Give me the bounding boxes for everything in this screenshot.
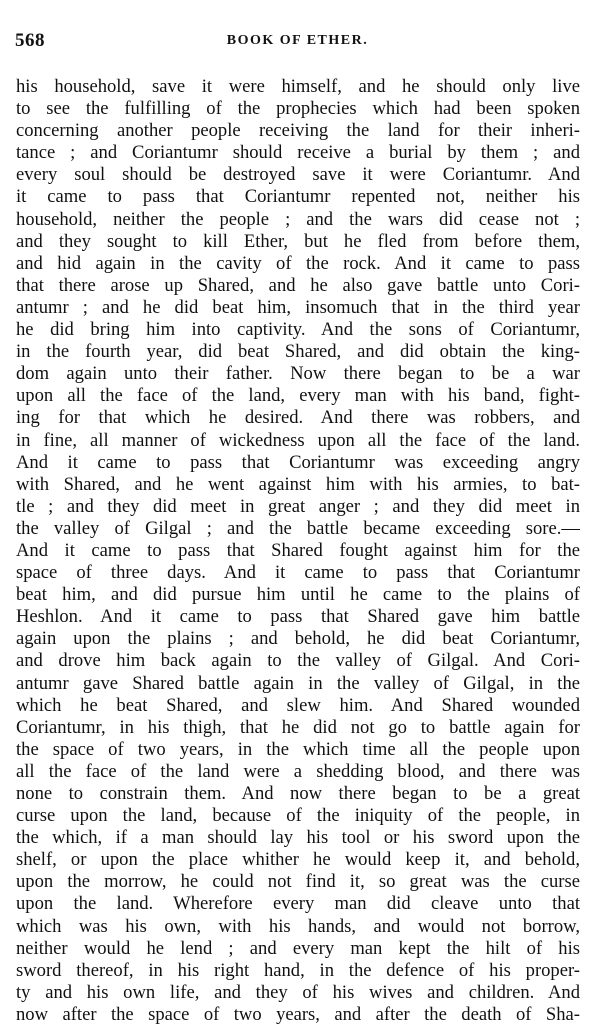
text-line: the which, if a man should lay his tool or his sword upon the xyxy=(16,827,580,849)
text-line: and drove him back again to the valley of Gilgal. And Cori- xyxy=(16,650,580,672)
text-line: ty and his own life, and they of his wives and children. And xyxy=(16,981,580,1003)
text-line: none to constrain them. And now there began to be a great xyxy=(16,783,580,804)
text-line: curse upon the land, because of the iniquity of the people, in xyxy=(16,805,580,827)
text-line: and they sought to kill Ether, but he fled from before them, xyxy=(16,230,580,252)
text-line: household, neither the people ; and the wars did cease not ; xyxy=(16,208,580,230)
text-line: Heshlon. And it came to pass that Shared gave him battle xyxy=(16,606,580,628)
text-line: And it came to pass that Shared fought against him for the xyxy=(16,539,580,561)
text-line: sword thereof, in his right hand, in the defence of his proper- xyxy=(16,959,580,981)
text-line: antumr gave Shared battle again in the valley of Gilgal, in the xyxy=(16,672,580,694)
text-line: the space of two years, in the which time all the people upon xyxy=(16,738,580,760)
text-line: in the fourth year, did beat Shared, and did obtain the king- xyxy=(16,341,580,363)
body-text xyxy=(16,76,580,1026)
text-line: Coriantumr, in his thigh, that he did not go to battle again for xyxy=(16,716,580,738)
text-line: that there arose up Shared, and he also gave battle unto Cori- xyxy=(16,274,580,296)
text-line: now after the space of two years, and after the death of Sha- xyxy=(16,1003,580,1025)
text-line: with Shared, and he went against him with his armies, to bat- xyxy=(16,473,580,495)
text-line: dom again unto their father. Now there began to be a war xyxy=(16,363,580,385)
text-line: which was his own, with his hands, and would not borrow, xyxy=(16,915,580,937)
text-line: the valley of Gilgal ; and the battle became exceeding sore.— xyxy=(16,517,580,539)
text-line: shelf, or upon the place whither he would keep it, and behold, xyxy=(16,849,580,871)
text-line: upon the land. Wherefore every man did cleave unto that xyxy=(16,893,580,915)
text-line: beat him, and did pursue him until he came to the plains of xyxy=(16,584,580,606)
text-line: concerning another people receiving the land for their inheri- xyxy=(16,120,580,142)
text-line: and hid again in the cavity of the rock. And it came to pass xyxy=(16,252,580,274)
text-line: antumr ; and he did beat him, insomuch that in the third year xyxy=(16,296,580,318)
text-line: upon the morrow, he could not find it, so great was the curse xyxy=(16,871,580,893)
page-number: 568 xyxy=(15,30,45,51)
text-line: again upon the plains ; and behold, he did beat Coriantumr, xyxy=(16,628,580,650)
text-line: he did bring him into captivity. And the sons of Coriantumr, xyxy=(16,319,580,341)
text-line: neither would he lend ; and every man kept the hilt of his xyxy=(16,937,580,959)
text-line: every soul should be destroyed save it were Coriantumr. And xyxy=(16,164,580,186)
text-line: ing for that which he desired. And there was robbers, and xyxy=(16,407,580,429)
text-line: tle ; and they did meet in great anger ; and they did meet in xyxy=(16,495,580,517)
text-line: to see the fulfilling of the prophecies which had been spoken xyxy=(16,98,580,120)
text-line: in fine, all manner of wickedness upon all the face of the land. xyxy=(16,429,580,451)
running-title: BOOK OF ETHER. xyxy=(226,33,369,48)
text-line: space of three days. And it came to pass that Coriantumr xyxy=(16,562,580,584)
page-header xyxy=(15,30,580,54)
text-line: it came to pass that Coriantumr repented not, neither his xyxy=(16,186,580,208)
text-line: his household, save it were himself, and he should only live xyxy=(16,76,580,97)
text-line: tance ; and Coriantumr should receive a burial by them ; and xyxy=(16,142,580,164)
text-line: all the face of the land were a shedding blood, and there was xyxy=(16,760,580,782)
text-line: which he beat Shared, and slew him. And Shared wounded xyxy=(16,694,580,716)
text-line: upon all the face of the land, every man with his band, fight- xyxy=(16,385,580,407)
text-line: And it came to pass that Coriantumr was exceeding angry xyxy=(16,451,580,473)
